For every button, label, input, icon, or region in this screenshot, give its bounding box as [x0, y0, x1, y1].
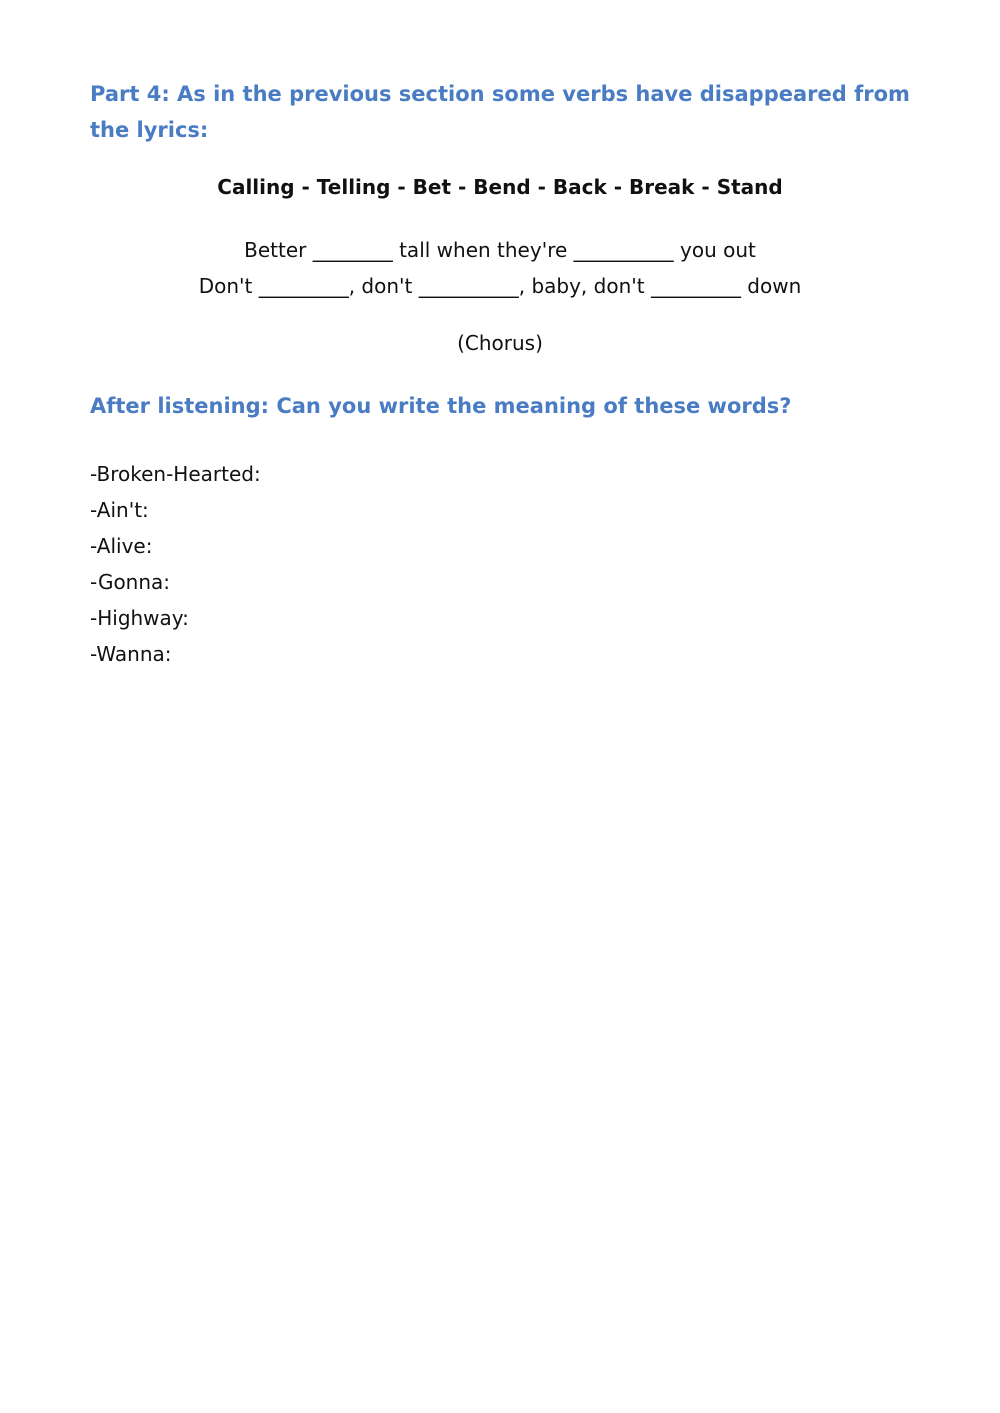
- part4-heading: Part 4: As in the previous section some verbs have disappeared from the lyrics:: [90, 82, 910, 142]
- word-bank: Calling - Telling - Bet - Bend - Back - Break - Stand: [217, 175, 783, 199]
- chorus-label: (Chorus): [457, 331, 543, 355]
- lyrics-block: [90, 232, 910, 304]
- lyric-line-1: Better ________ tall when they're __________ you out: [244, 238, 756, 262]
- vocab-item-broken-hearted: -Broken-Hearted:: [90, 462, 261, 486]
- vocab-item-aint: -Ain't:: [90, 498, 149, 522]
- vocab-list: [90, 456, 910, 672]
- vocab-item-gonna: -Gonna:: [90, 570, 171, 594]
- vocab-item-highway: -Highway:: [90, 606, 189, 630]
- after-listening-heading: After listening: Can you write the meaning of these words?: [90, 394, 792, 418]
- vocab-item-alive: -Alive:: [90, 534, 153, 558]
- lyric-line-2: Don't _________, don't __________, baby, don't _________ down: [198, 274, 802, 298]
- vocab-item-wanna: -Wanna:: [90, 642, 172, 666]
